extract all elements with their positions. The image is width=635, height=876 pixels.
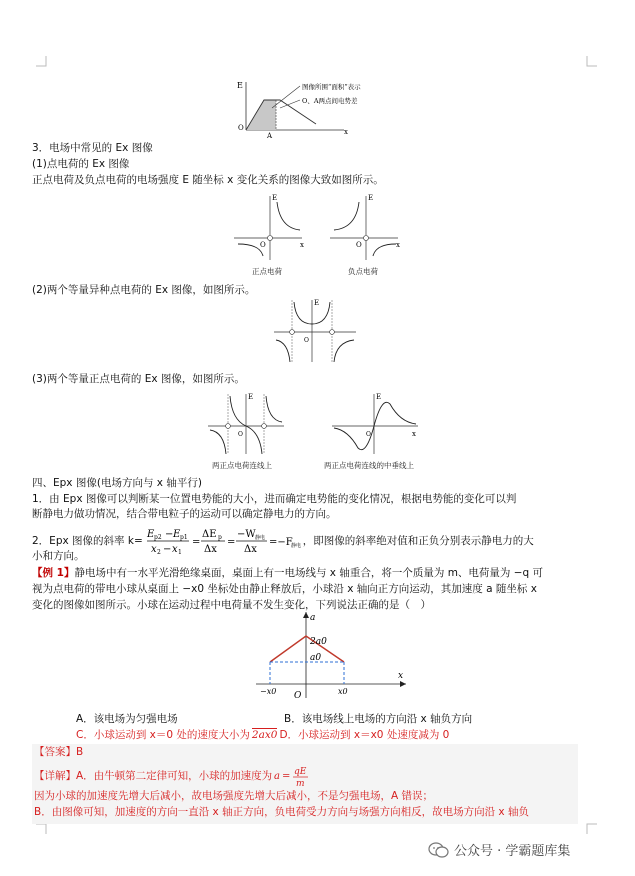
svg-text:=−F: =−F [268,537,293,548]
svg-text:E: E [272,194,278,202]
option-a: A．该电场为匀强电场 [76,713,178,725]
origin-label: O [238,124,244,132]
svg-text:E: E [376,393,382,401]
svg-text:p1: p1 [179,534,188,541]
option-c-expr: 2ax0 [251,729,278,741]
detail-text-a: A．由牛顿第二定律可知，小球的加速度为 [76,769,273,782]
example-label: 【例 1】 [32,567,75,579]
point-charge-description: 正点电荷及负点电荷的电场强度 E 随坐标 x 变化关系的图像大致如图所示。 [32,174,384,186]
peak-label: 2a0 [310,637,327,647]
svg-text:Δx: Δx [243,544,257,555]
svg-text:O: O [304,337,309,344]
svg-text:x: x [396,241,400,249]
section-4-heading: 四、Epx 图像(电场方向与 x 轴平行) [32,477,202,489]
left-tick-label: −x0 [260,687,277,696]
area-figure [232,78,402,138]
section-4-point-2-cont: 小和方向。 [32,550,85,562]
detail-label: 【详解】 [34,769,76,782]
example-line-2: 视为点电荷的带电小球从桌面上 −x0 坐标处由静止释放后，小球沿 x 轴向正方向运动，其加速度 a 随坐标 x [32,583,537,595]
opposite-charges-graph [270,296,360,368]
positive-charge-graph [228,190,308,266]
slope-lead-text: 2．Epx 图像的斜率 k= [32,534,143,547]
svg-text:p: p [217,534,222,541]
origin-label-graph: O [294,691,302,700]
svg-text:E: E [248,393,254,401]
svg-text:m: m [296,779,305,788]
example-line-3: 变化的图像如图所示。小球在运动过程中电荷量不发生变化，下列说法正确的是（ ） [32,599,431,611]
svg-text:静电: 静电 [254,535,265,541]
right-tick-label: x0 [338,687,348,696]
watermark-text: 公众号 · 学霸题库集 [454,844,571,859]
like-charges-line-caption: 两正点电荷连线上 [212,461,272,470]
section-4-point-2 [32,526,534,556]
positive-charge-caption: 正点电荷 [252,267,282,276]
svg-text:x: x [150,544,157,555]
svg-text:O: O [356,241,362,249]
detail-line-1 [34,764,314,788]
svg-text:−W: −W [236,529,256,540]
svg-text:=: = [191,537,201,548]
svg-text:−: − [164,529,174,540]
svg-text:x: x [412,430,416,438]
svg-text:静电: 静电 [290,543,301,549]
corner-mark-bottom-right [583,820,597,834]
svg-text:=: = [282,771,291,782]
negative-charge-caption: 负点电荷 [348,267,378,276]
svg-text:O: O [260,241,266,249]
area-note-1: 图像所围“面积”表示 [302,83,361,91]
acceleration-formula [274,764,314,788]
corner-mark-top-left [36,56,50,70]
like-charges-bisector-caption: 两正点电荷连线的中垂线上 [324,461,414,470]
like-charges-subheading: (3)两个等量正点电荷的 Ex 图像，如图所示。 [32,373,245,385]
slope-tail-text: ，即图像的斜率绝对值和正负分别表示静电力的大 [302,534,534,547]
x-axis-label: x [344,128,348,136]
option-c: C．小球运动到 x＝0 处的速度大小为 [76,729,250,741]
svg-text:2: 2 [156,549,161,556]
example-line-1 [32,566,543,581]
like-charges-line-graph [204,390,288,458]
svg-text:p2: p2 [153,534,162,541]
svg-text:a: a [274,771,281,782]
x-axis-label-graph: x [398,671,404,681]
slope-formula [145,526,301,556]
svg-text:−: − [162,544,172,555]
svg-text:E: E [368,194,374,202]
negative-charge-graph [324,190,404,266]
wechat-icon [428,841,450,859]
svg-text:E: E [314,299,320,307]
option-d: D．小球运动到 x＝x0 处速度减为 0 [279,729,450,741]
svg-text:1: 1 [177,549,182,556]
area-note-2: O、A两点间电势差 [302,97,358,105]
acceleration-graph [250,608,410,700]
opposite-charges-subheading: (2)两个等量异种点电荷的 Ex 图像，如图所示。 [32,284,256,296]
like-charges-bisector-graph [328,390,422,458]
a-axis-label: a [310,613,316,623]
svg-text:qE: qE [294,767,307,777]
detail-line-2: 因为小球的加速度先增大后减小，故电场强度先增大后减小，不是匀强电场，A 错误； [34,790,434,802]
section-4-point-1a: 1．由 Epx 图像可以判断某一位置电势能的大小，进而确定电势能的变化情况，根据电势能的变化可以判 [32,493,517,505]
svg-text:Δx: Δx [203,544,217,555]
e-axis-label: E [237,81,243,90]
mid-label: a0 [310,653,322,663]
section-3-heading: 3．电场中常见的 Ex 图像 [32,142,153,154]
corner-mark-top-right [583,56,597,70]
svg-text:=: = [226,537,236,548]
section-4-point-1b: 断静电力做功情况，结合带电粒子的运动可以确定静电力的方向。 [32,508,337,520]
svg-text:ΔE: ΔE [201,529,217,540]
svg-text:E: E [172,529,181,540]
point-charge-subheading: (1)点电荷的 Ex 图像 [32,158,130,170]
svg-text:O: O [366,431,371,438]
example-text-1: 静电场中有一水平光滑绝缘桌面，桌面上有一电场线与 x 轴重合，将一个质量为 m、电荷量为 −q 可 [74,567,544,579]
option-b: B．该电场线上电场的方向沿 x 轴负方向 [284,713,473,725]
point-a-label: A [267,132,273,138]
answer-label: 【答案】B [34,746,84,758]
svg-text:x: x [300,241,304,249]
watermark [428,840,570,859]
svg-text:O: O [238,431,243,438]
svg-text:x: x [171,544,178,555]
svg-text:E: E [146,529,155,540]
detail-line-3: B．由图像可知，加速度的方向一直沿 x 轴正方向，负电荷受力方向与场强方向相反，故电场方向沿 x 轴负 [34,806,529,818]
option-c-d-row [76,728,449,743]
